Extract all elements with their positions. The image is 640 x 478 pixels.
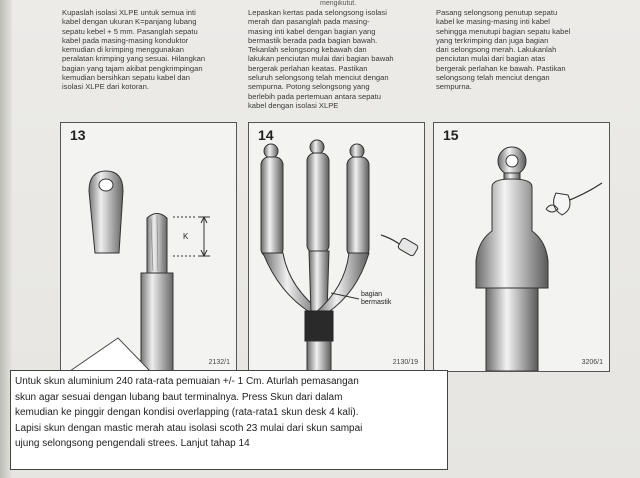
- figure-number: 13: [70, 127, 86, 143]
- figure-code: 2130/19: [392, 359, 418, 366]
- note-line: kemudian ke pinggir dengan kondisi overlapping (rata-rata1 skun desk 4 kali).: [15, 407, 359, 418]
- figure-number: 14: [258, 127, 274, 143]
- note-line: Untuk skun aluminium 240 rata-rata pemuaian +/- 1 Cm. Aturlah pemasangan: [15, 376, 359, 387]
- note-line: skun agar sesuai dengan lubang baut terminalnya. Press Skun dari dalam: [15, 391, 343, 403]
- mastic-part-label: bagian bermastik: [361, 291, 392, 306]
- instruction-text-14: Lepaskan kertas pada selongsong isolasi merah dan pasanglah pada masing- masing inti kabel dengan bagian yang bermastik berada pada bagian bawah. Tekanlah selongsong kebawah dan lakukan penciutan mulai dari bagian bawah bergerak perlahan keatas. Pastikan seluruh selongsong telah menciut dengan sempurna. Potong selongsong yang berlebih pada pertemuan antara sepatu kabel dengan isolasi XLPE: [248, 8, 394, 110]
- dimension-label-k: K: [183, 232, 189, 241]
- figure-code: 3206/1: [581, 359, 603, 366]
- instruction-text-13: Kupaslah isolasi XLPE untuk semua inti kabel dengan ukuran K=panjang lubang sepatu kebel + 5 mm. Pasanglah sepatu kabel pada masing-masing konduktor kemudian di krimping menggunakan peralatan krimping yang sesuai. Hilangkan bagian yang tajam akibat pengkrimpingan kemudian bersihkan sepatu kabel dan isolasi XLPE dari kotoran.: [62, 8, 206, 92]
- note-line: ujung selongsong pengendali strees. Lanjut tahap 14: [15, 438, 250, 449]
- top-text-fragment: mengikutut.: [320, 0, 357, 7]
- annotation-note: [10, 370, 448, 470]
- note-line: Lapisi skun dengan mastic merah atau isolasi scoth 23 mulai dari skun sampai: [15, 422, 363, 434]
- figure-code: 2132/1: [208, 359, 230, 366]
- figure-number: 15: [443, 127, 459, 143]
- instruction-text-15: Pasang selongsong penutup sepatu kabel ke masing-masing inti kabel sehingga menutupi bagian sepatu kabel yang terkrimping dan juga bagian dari selongsong merah. Lakukanlah penciutan mulai dari bagian atas bergerak perlahan ke bawah. Pastikan selongsong telah menciut dengan sempurna.: [436, 8, 571, 92]
